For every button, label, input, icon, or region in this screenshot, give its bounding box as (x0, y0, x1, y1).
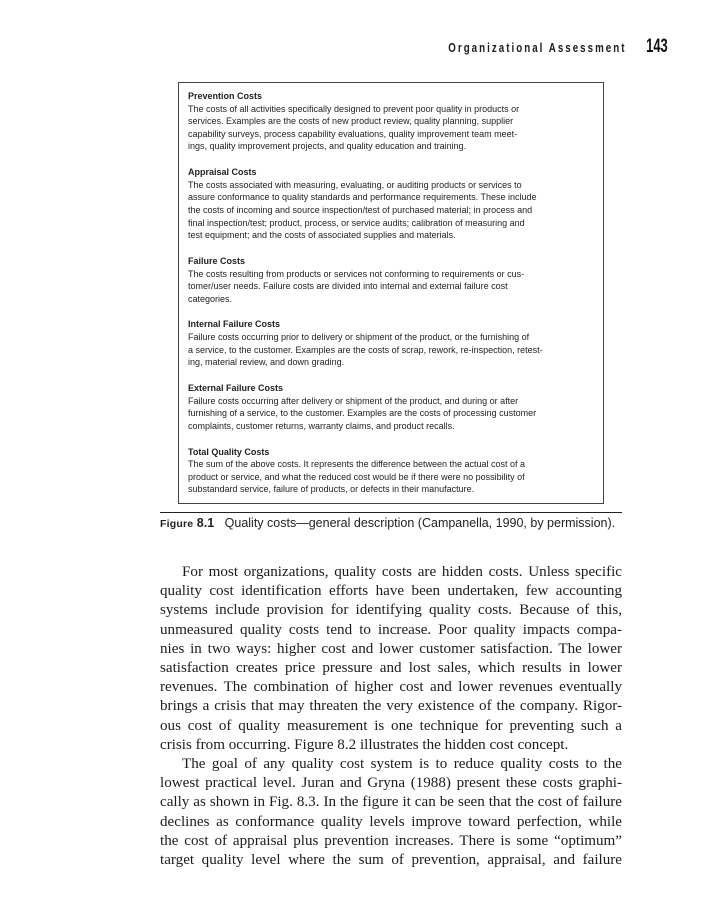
text-line: ous cost of quality measurement is one technique for preventing such a (160, 717, 622, 734)
body-text (160, 563, 622, 870)
text-line: satisfaction creates price pressure and lost sales, which results in lower (160, 660, 622, 677)
cost-line: complaints, customer returns, warranty claims, and product recalls. (188, 420, 455, 431)
figure-caption (160, 516, 630, 530)
cost-line: The costs associated with measuring, evaluating, or auditing products or services to (188, 179, 522, 190)
text-line: revenues. The combination of higher cost and lower revenues eventually (160, 679, 622, 696)
cost-line: The sum of the above costs. It represents the difference between the actual cost of a (188, 459, 526, 470)
text-line: The goal of any quality cost system is to reduce quality costs to the (182, 756, 622, 773)
cost-line: services. Examples are the costs of new product review, quality planning, supplier (188, 116, 514, 127)
page-number: 143 (646, 36, 668, 57)
text-line: nies in two ways: higher cost and lower customer satisfaction. The lower (160, 640, 622, 657)
text-line: cally as shown in Fig. 8.3. In the figure it can be seen that the cost of failure (160, 794, 622, 811)
cost-line: ing, material review, and down grading. (188, 357, 345, 368)
text-line: target quality level where the sum of prevention, appraisal, and failure (160, 852, 622, 869)
text-line: the cost of appraisal plus prevention increases. There is some “optimum” (160, 832, 622, 849)
figure-box (178, 82, 604, 504)
cost-line: the costs of incoming and source inspection/test of purchased material; in process and (188, 204, 533, 215)
cost-line: assure conformance to quality standards and performance requirements. These include (188, 192, 537, 203)
cost-entry-appraisal (188, 166, 594, 242)
caption-number: 8.1 (196, 516, 215, 530)
cost-line: test equipment; and the costs of associated supplies and materials. (188, 230, 456, 241)
cost-line: product or service, and what the reduced cost would be if there were no possibility of (188, 471, 525, 482)
caption-rule (160, 512, 622, 513)
cost-entry-internal-failure (188, 318, 594, 368)
cost-line: Failure costs occurring prior to delivery or shipment of the product, or the furnishing of (188, 332, 530, 343)
text-line: For most organizations, quality costs are hidden costs. Unless specific (182, 564, 622, 580)
cost-line: categories. (188, 293, 233, 304)
cost-line: substandard service, failure of products, or defects in their manufacture. (188, 484, 475, 495)
text-line: crisis from occurring. Figure 8.2 illustrates the hidden cost concept. (160, 736, 569, 753)
paragraph (160, 755, 622, 870)
cost-line: ings, quality improvement projects, and quality education and training. (188, 141, 467, 152)
text-line: unmeasured quality costs tend to increase. Poor quality impacts compa- (160, 621, 622, 638)
cost-heading: Total Quality Costs (188, 446, 270, 457)
cost-heading: Appraisal Costs (188, 167, 257, 178)
cost-entry-external-failure (188, 382, 594, 432)
cost-line: The costs of all activities specifically designed to prevent poor quality in products or (188, 103, 520, 114)
cost-line: furnishing of a service, to the customer. Examples are the costs of processing customer (188, 408, 537, 419)
cost-entry-failure (188, 255, 594, 305)
text-line: quality cost identification efforts have been undertaken, few accounting (160, 583, 622, 600)
text-line: declines as conformance quality levels improve toward perfection, while (160, 813, 622, 830)
cost-line: Failure costs occurring after delivery or shipment of the product, and during or after (188, 395, 519, 406)
cost-heading: Internal Failure Costs (188, 319, 281, 330)
paragraph (160, 563, 622, 755)
cost-heading: Failure Costs (188, 255, 246, 266)
cost-line: The costs resulting from products or services not conforming to requirements or cus- (188, 268, 525, 279)
caption-text: Quality costs—general description (Campanella, 1990, by permission). (224, 516, 616, 530)
cost-heading: Prevention Costs (188, 91, 263, 101)
cost-entry-prevention (188, 90, 594, 153)
running-title: Organizational Assessment (448, 41, 627, 55)
cost-line: capability surveys, process capability evaluations, quality improvement team meet- (188, 128, 518, 139)
cost-line: final inspection/test; product, process, or service audits; calibration of measuring and (188, 217, 525, 228)
running-head (160, 36, 668, 56)
text-line: brings a crisis that may threaten the very existence of the company. Rigor- (160, 698, 622, 715)
cost-entry-total (188, 446, 594, 496)
text-line: lowest practical level. Juran and Gryna (1988) present these costs graphi- (160, 775, 622, 792)
caption-label: Figure (160, 518, 194, 530)
cost-line: tomer/user needs. Failure costs are divided into internal and external failure cost (188, 281, 508, 292)
text-line: systems include provision for identifying quality costs. Because of this, (160, 602, 622, 619)
cost-line: a service, to the customer. Examples are the costs of scrap, rework, re-inspection, retest- (188, 344, 543, 355)
cost-heading: External Failure Costs (188, 383, 284, 394)
